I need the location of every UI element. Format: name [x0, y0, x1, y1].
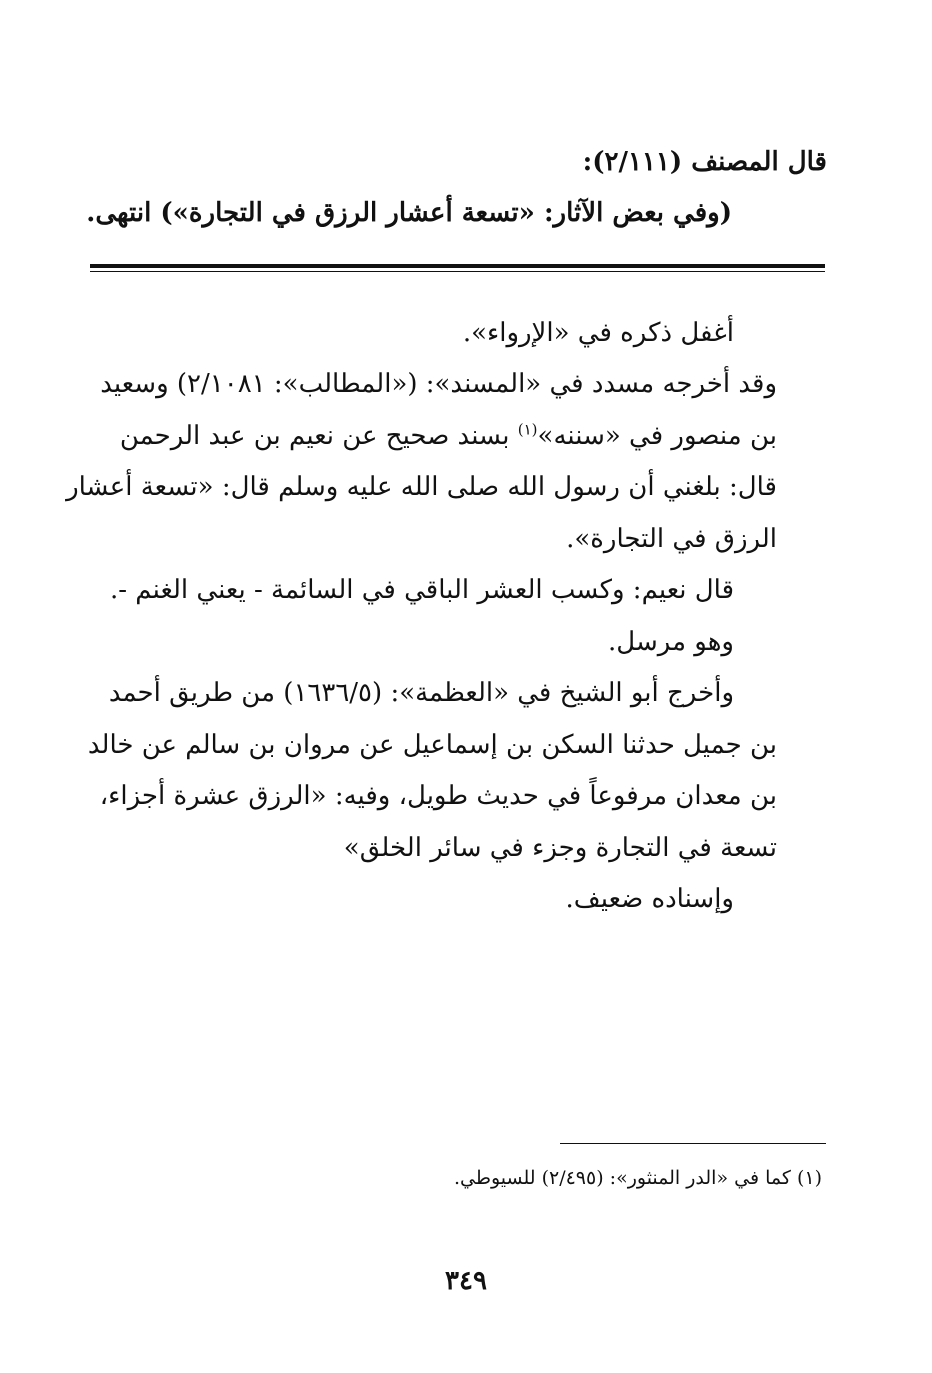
paragraph-2-line-1: وقد أخرجه مسدد في «المسند»: («المطالب»: ٢/١٠٨١) وسعيد [100, 369, 777, 399]
paragraph-4: وهو مرسل. [608, 627, 734, 657]
section-heading: قال المصنف (٢/١١١): [582, 147, 827, 177]
paragraph-5-line-3: بن معدان مرفوعاً في حديث طويل، وفيه: «الرزق عشرة أجزاء، [99, 781, 777, 811]
footnote-text: (١) كما في «الدر المنثور»: (٢/٤٩٥) للسيوطي. [453, 1167, 822, 1189]
paragraph-5-line-4: تسعة في التجارة وجزء في سائر الخلق» [343, 833, 777, 863]
paragraph-1: أغفل ذكره في «الإرواء». [462, 318, 734, 348]
footnote-reference: (١) [517, 420, 538, 439]
paragraph-5-line-2: بن جميل حدثنا السكن بن إسماعيل عن مروان بن سالم عن خالد [87, 730, 777, 760]
paragraph-6: وإسناده ضعيف. [565, 884, 734, 914]
paragraph-2-line-2-end: بسند صحيح عن نعيم بن عبد الرحمن [119, 421, 518, 451]
quoted-text: (وفي بعض الآثار: «تسعة أعشار الرزق في التجارة») انتهى. [86, 198, 732, 228]
header-divider-thin [90, 271, 825, 272]
paragraph-2-line-3: قال: بلغني أن رسول الله صلى الله عليه وسلم قال: «تسعة أعشار [66, 472, 777, 502]
page-number: ٣٤٩ [445, 1266, 487, 1296]
paragraph-2-line-2-start: بن منصور في «سننه» [537, 421, 777, 451]
header-divider-thick [90, 264, 825, 268]
paragraph-3: قال نعيم: وكسب العشر الباقي في السائمة - يعني الغنم -. [109, 575, 734, 605]
paragraph-5-line-1: وأخرج أبو الشيخ في «العظمة»: (١٦٣٦/٥) من طريق أحمد [108, 678, 734, 708]
paragraph-2-line-4: الرزق في التجارة». [566, 524, 777, 554]
footnote-divider [560, 1143, 826, 1144]
paragraph-2-line-2 [120, 416, 777, 456]
